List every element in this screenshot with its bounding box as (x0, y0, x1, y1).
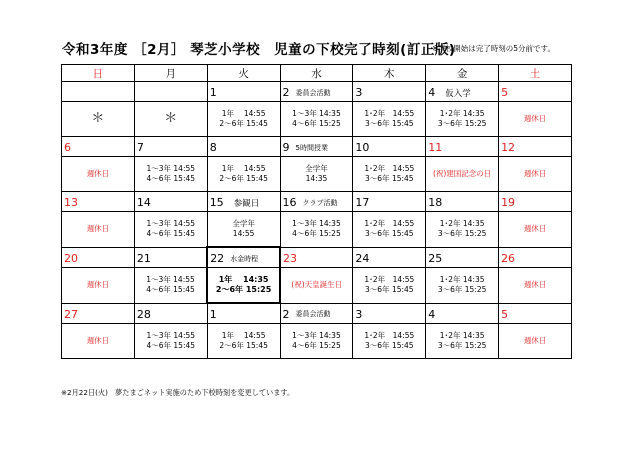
dismissal-time: 1･2年 14:35 (439, 275, 485, 285)
dismissal-time: 1･2年 14:35 (439, 219, 485, 229)
day-body-cell (62, 157, 135, 192)
day-header-cell (62, 137, 135, 157)
day-header-cell (426, 192, 499, 212)
dismissal-time: 1･2年 14:55 (364, 109, 415, 118)
day-body-cell (280, 268, 353, 304)
holiday-label: 週休日 (523, 169, 547, 178)
day-number: 24 (355, 251, 370, 265)
day-header-cell (207, 192, 280, 212)
day-header-cell (207, 303, 280, 324)
holiday-label: 週休日 (523, 224, 547, 234)
day-header-cell (499, 247, 572, 268)
dismissal-time: 1･2年 14:55 (364, 275, 415, 285)
dismissal-time: 1･2年 14:35 (439, 331, 485, 340)
day-number: 26 (501, 251, 516, 265)
footer-note: ※2月22日(火) 夢たまごネット実施のため下校時刻を変更しています。 (61, 388, 295, 397)
weekday-sun: 日 (62, 65, 135, 82)
dismissal-time: 全学年 (305, 164, 328, 173)
day-header-cell (62, 82, 135, 102)
day-body-cell (353, 157, 426, 192)
dismissal-time: 3～6年 15:45 (365, 174, 414, 183)
day-header-cell (499, 303, 572, 324)
day-header-cell (499, 82, 572, 102)
day-body-cell (426, 102, 499, 137)
dismissal-time: 4～6年 15:25 (292, 341, 341, 350)
day-body-cell (134, 268, 207, 304)
day-body-cell (134, 212, 207, 248)
week-body-row (62, 157, 572, 192)
dismissal-time: 1年 14:55 (221, 164, 266, 173)
dismissal-time: 4～6年 15:25 (292, 119, 341, 128)
day-header-cell (426, 82, 499, 102)
dismissal-time: 2～6年 15:45 (219, 341, 268, 350)
dismissal-time: 1～3年 14:55 (146, 164, 196, 173)
day-header-cell (280, 82, 353, 102)
day-header-cell (353, 137, 426, 157)
day-header-cell (134, 247, 207, 268)
dismissal-time: 1～3年 14:55 (146, 275, 195, 285)
holiday-label: 週休日 (523, 114, 547, 123)
day-header-cell (207, 247, 280, 268)
holiday-label: 週休日 (523, 280, 547, 290)
day-header-cell (134, 137, 207, 157)
week-date-row (62, 247, 572, 268)
day-number: 28 (136, 307, 151, 321)
dismissal-time: 3～6年 15:45 (365, 229, 414, 239)
day-body-cell (207, 102, 280, 137)
day-body-cell (280, 157, 353, 192)
day-number: 16 (282, 196, 297, 209)
day-number: 3 (355, 307, 363, 321)
day-number: 14 (136, 196, 151, 209)
week-body-row (62, 212, 572, 248)
day-body-cell (426, 212, 499, 248)
day-number: 7 (136, 141, 144, 154)
day-body-cell (499, 212, 572, 248)
dismissal-time: 4～6年 15:45 (146, 341, 196, 350)
day-event-label: 委員会活動 (295, 310, 331, 319)
day-header-cell (353, 303, 426, 324)
dismissal-time: 1年 14:55 (221, 109, 266, 118)
day-header-cell (62, 247, 135, 268)
day-number: 1 (209, 86, 217, 99)
day-number: 9 (282, 141, 290, 154)
day-header-cell (62, 192, 135, 212)
day-body-cell (207, 212, 280, 248)
day-body-cell (499, 268, 572, 304)
day-header-cell (280, 192, 353, 212)
dismissal-time: 1年 14:35 (218, 275, 269, 284)
week-body-row (62, 102, 572, 137)
page-title: 令和3年度 ［2月］ 琴芝小学校 児童の下校完了時刻(訂正版) (62, 42, 456, 58)
week-date-row (62, 137, 572, 157)
day-body-cell (353, 102, 426, 137)
holiday-label: 週休日 (86, 280, 110, 290)
dismissal-time: 2～6年 15:45 (219, 174, 268, 183)
day-number: 5 (501, 86, 509, 99)
day-event-label: 5時間授業 (295, 143, 328, 152)
day-number: 20 (64, 251, 78, 265)
day-header-cell (134, 82, 207, 102)
day-header-cell (426, 247, 499, 268)
day-body-cell (62, 212, 135, 248)
dismissal-time: 4～6年 15:45 (146, 174, 196, 183)
dismissal-time: 3～6年 15:25 (437, 285, 487, 295)
holiday-label: 週休日 (86, 224, 110, 234)
calendar-table (61, 64, 572, 359)
day-number: 11 (428, 141, 443, 154)
dismissal-time: 1～3年 14:35 (292, 331, 341, 340)
dismissal-time: 1･2年 14:55 (364, 331, 415, 340)
day-header-cell (207, 137, 280, 157)
day-body-cell (62, 268, 135, 304)
holiday-label: (祝)天皇誕生日 (291, 280, 343, 290)
asterisk-mark: ＊ (164, 111, 178, 126)
dismissal-time: 3～6年 15:45 (365, 341, 414, 350)
day-body-cell (353, 212, 426, 248)
holiday-label: 週休日 (86, 336, 110, 345)
dismissal-time: 3～6年 15:45 (365, 285, 414, 295)
day-header-cell (62, 303, 135, 324)
week-body-row (62, 324, 572, 359)
day-header-cell (207, 82, 280, 102)
asterisk-mark: ＊ (91, 111, 105, 126)
day-body-cell (207, 157, 280, 192)
day-header-cell (280, 303, 353, 324)
holiday-label: 週休日 (523, 336, 547, 345)
weekday-fri: 金 (426, 65, 499, 82)
day-header-cell (280, 137, 353, 157)
day-number: 19 (501, 196, 516, 209)
day-body-cell (134, 102, 207, 137)
day-number: 4 (428, 86, 436, 99)
week-date-row (62, 303, 572, 324)
day-event-label: クラブ活動 (302, 198, 338, 207)
dismissal-time: 14:35 (305, 174, 328, 183)
day-number: 13 (64, 196, 78, 209)
day-header-cell (499, 192, 572, 212)
day-body-cell (134, 157, 207, 192)
day-body-cell (499, 324, 572, 359)
day-body-cell (280, 102, 353, 137)
day-header-cell (280, 247, 353, 268)
dismissal-time: 3～6年 15:25 (437, 341, 487, 350)
day-number: 18 (428, 196, 443, 209)
weekday-tue: 火 (207, 65, 280, 82)
day-number: 27 (64, 307, 78, 321)
dismissal-time: 1年 14:55 (221, 331, 266, 340)
dismissal-time: 4～6年 15:25 (292, 229, 341, 239)
dismissal-time: 1･2年 14:55 (364, 219, 415, 229)
day-number: 15 (209, 196, 224, 209)
day-body-cell (353, 324, 426, 359)
day-header-cell (499, 137, 572, 157)
day-number: 2 (282, 86, 290, 99)
day-header-cell (353, 82, 426, 102)
day-body-cell (499, 102, 572, 137)
day-body-cell (499, 157, 572, 192)
day-event-label: 仮入学 (445, 88, 471, 99)
dismissal-time: 3～6年 15:25 (437, 119, 487, 128)
weekday-wed: 水 (280, 65, 353, 82)
day-body-cell (280, 324, 353, 359)
day-event-label: 委員会活動 (295, 88, 331, 97)
day-body-cell (426, 268, 499, 304)
day-header-cell (353, 192, 426, 212)
weekday-mon: 月 (134, 65, 207, 82)
dismissal-time: 14:55 (232, 229, 255, 238)
dismissal-time: 1～3年 14:55 (146, 219, 196, 229)
dismissal-time: 1～3年 14:35 (292, 219, 341, 229)
day-header-cell (134, 303, 207, 324)
weekday-sat: 土 (499, 65, 572, 82)
holiday-label: (祝)建国記念の日 (432, 169, 492, 178)
day-number: 4 (428, 307, 436, 321)
week-date-row (62, 82, 572, 102)
day-number: 3 (355, 86, 363, 99)
day-header-cell (426, 137, 499, 157)
day-body-cell (134, 324, 207, 359)
weekday-header-row (62, 65, 572, 82)
week-body-row (62, 268, 572, 304)
dismissal-time: 3～6年 15:25 (437, 229, 487, 239)
dismissal-note: ※下校開始は完了時刻の5分前です。 (432, 44, 555, 53)
holiday-label: 週休日 (86, 169, 110, 178)
day-number: 21 (136, 251, 151, 265)
week-date-row (62, 192, 572, 212)
day-body-cell (426, 324, 499, 359)
day-body-cell (426, 157, 499, 192)
day-number: 1 (209, 308, 217, 321)
day-event-label: 水金時程 (230, 254, 259, 263)
day-body-cell (207, 324, 280, 359)
day-header-cell (134, 192, 207, 212)
day-body-cell (62, 102, 135, 137)
day-number: 12 (501, 141, 516, 154)
dismissal-time: 4～6年 15:45 (146, 285, 195, 295)
day-number: 8 (209, 141, 217, 154)
dismissal-time: 4～6年 15:45 (146, 229, 196, 239)
dismissal-time: 2～6年 15:25 (215, 285, 272, 294)
day-number: 17 (355, 196, 370, 209)
day-header-cell (353, 247, 426, 268)
dismissal-time: 2～6年 15:45 (219, 119, 268, 128)
day-header-cell (426, 303, 499, 324)
day-number: 6 (64, 141, 71, 154)
day-body-cell (62, 324, 135, 359)
day-number: 10 (355, 141, 370, 154)
dismissal-time: 3～6年 15:45 (365, 119, 414, 128)
dismissal-time: 1～3年 14:35 (292, 109, 341, 118)
day-event-label: 参観日 (233, 198, 260, 209)
weekday-thu: 木 (353, 65, 426, 82)
day-number: 5 (501, 307, 509, 321)
day-body-cell (353, 268, 426, 304)
day-number: 25 (428, 251, 443, 265)
dismissal-time: 1～3年 14:55 (146, 331, 196, 340)
dismissal-time: 1･2年 14:55 (364, 164, 415, 173)
day-body-cell (207, 268, 280, 304)
day-number: 2 (282, 307, 290, 321)
day-body-cell (280, 212, 353, 248)
day-number: 22 (210, 252, 225, 265)
day-number: 23 (283, 251, 298, 265)
dismissal-time: 全学年 (232, 219, 255, 228)
dismissal-time: 1･2年 14:35 (439, 109, 485, 118)
